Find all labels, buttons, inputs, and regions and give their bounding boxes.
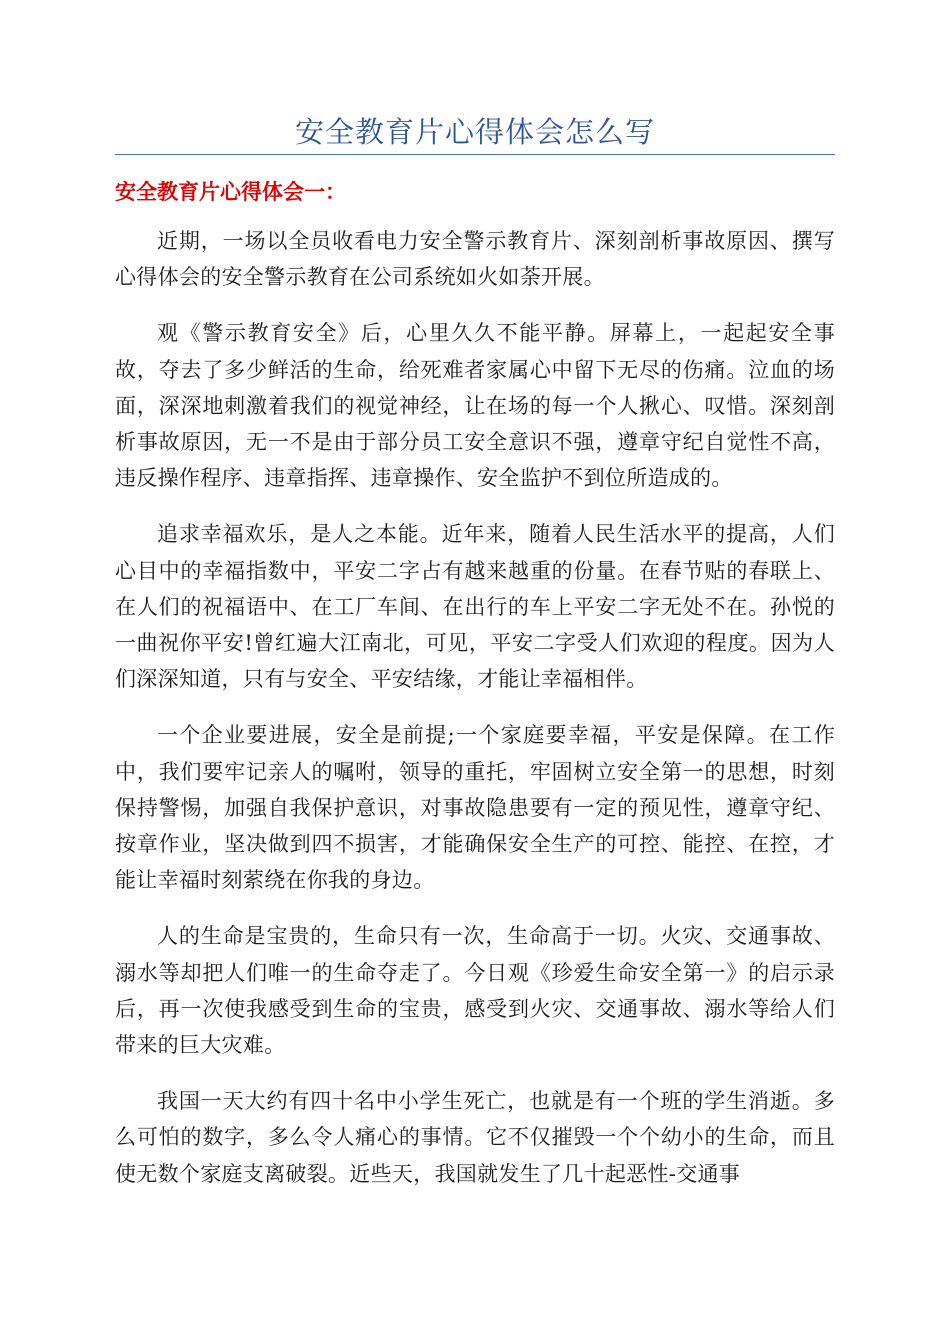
section-heading: 安全教育片心得体会一： xyxy=(115,180,346,204)
document-body xyxy=(115,223,835,1212)
paragraph-3: 追求幸福欢乐，是人之本能。近年来，随着人民生活水平的提高，人们心目中的幸福指数中，平安二字占有越来越重的份量。在春节贴的春联上、在人们的祝福语中、在工厂车间、在出行的车上平安二字无处不在。孙悦的一曲祝你平安!曾红遍大江南北，可见，平安二字受人们欢迎的程度。因为人们深深知道，只有与安全、平安结缘，才能让幸福相伴。 xyxy=(115,522,835,692)
paragraph-1: 近期，一场以全员收看电力安全警示教育片、深刻剖析事故原因、撰写心得体会的安全警示教育在公司系统如火如荼开展。 xyxy=(115,229,835,290)
document-title: 安全教育片心得体会怎么写 xyxy=(294,115,655,149)
paragraph-5: 人的生命是宝贵的，生命只有一次，生命高于一切。火灾、交通事故、溺水等却把人们唯一的生命夺走了。今日观《珍爱生命安全第一》的启示录后，再一次使我感受到生命的宝贵，感受到火灾、交通事故、溺水等给人们带来的巨大灾难。 xyxy=(115,924,835,1058)
paragraph-2: 观《警示教育安全》后，心里久久不能平静。屏幕上，一起起安全事故，夺去了多少鲜活的生命，给死难者家属心中留下无尽的伤痛。泣血的场面，深深地刺激着我们的视觉神经，让在场的每一个人揪心、叹惜。深刻剖析事故原因，无一不是由于部分员工安全意识不强，遵章守纪自觉性不高，违反操作程序、违章指挥、违章操作、安全监护不到位所造成的。 xyxy=(115,321,835,491)
paragraph-6: 我国一天大约有四十名中小学生死亡，也就是有一个班的学生消逝。多么可怕的数字，多么令人痛心的事情。它不仅摧毁一个个幼小的生命，而且使无数个家庭支离破裂。近些天，我国就发生了几十起恶性-交通事 xyxy=(115,1089,835,1186)
title-underline xyxy=(115,154,835,155)
paragraph-4: 一个企业要进展，安全是前提;一个家庭要幸福，平安是保障。在工作中，我们要牢记亲人的嘱咐，领导的重托，牢固树立安全第一的思想，时刻保持警惕，加强自我保护意识，对事故隐患要有一定的预见性，遵章守纪、按章作业，坚决做到四不损害，才能确保安全生产的可控、能控、在控，才能让幸福时刻萦绕在你我的身边。 xyxy=(115,723,835,893)
